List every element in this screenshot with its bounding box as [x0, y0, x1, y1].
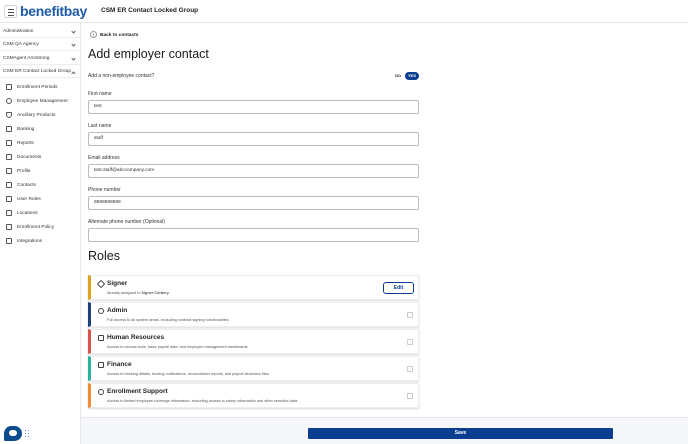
sidebar-item-enrollment-periods[interactable]	[0, 81, 80, 94]
sidebar-group-label: CSMAgent Armstrong	[3, 56, 50, 61]
gear-icon	[98, 308, 104, 314]
email-field[interactable]: test.staff@abccompany.com	[88, 164, 419, 178]
role-name: Human Resources	[107, 334, 165, 341]
sidebar-group-label: Administration	[3, 29, 34, 34]
user-icon	[6, 98, 12, 104]
role-card-human-resources[interactable]	[88, 329, 419, 354]
sidebar-item-label: Documents	[17, 155, 42, 160]
alt-phone-label: Alternate phone number (Optional)	[88, 219, 165, 225]
sidebar-item-integrations[interactable]	[0, 235, 80, 248]
role-description: Access to banking details, funding notifications, reconciliation reports, and payroll deduction files.	[107, 372, 270, 376]
role-description	[107, 291, 169, 295]
chevron-down-icon	[71, 29, 75, 33]
document-icon	[6, 154, 12, 160]
phone-field[interactable]: 9999999999	[88, 196, 419, 210]
chevron-up-icon	[71, 71, 75, 75]
bank-icon	[6, 126, 12, 132]
page-title: Add employer contact	[88, 47, 209, 61]
first-name-label: First name	[88, 91, 112, 97]
top-header	[0, 0, 688, 23]
assigned-signer-name: Signer Corbery	[141, 291, 169, 295]
role-name: Finance	[107, 361, 132, 368]
role-description: Access to limited employee coverage information, excluding access to salary information and other sensitive data.	[107, 399, 299, 403]
role-name: Signer	[107, 280, 128, 287]
role-checkbox[interactable]	[407, 366, 413, 372]
sidebar-item-label: Enrollment Periods	[17, 85, 58, 90]
back-to-contacts-link[interactable]	[90, 33, 138, 38]
calendar-icon	[6, 84, 12, 90]
last-name-label: Last name	[88, 123, 112, 129]
sidebar-item-label: Reports	[17, 141, 34, 146]
sidebar-item-label: Profile	[17, 169, 31, 174]
sidebar-item-enrollment-policy[interactable]	[0, 221, 80, 234]
role-checkbox[interactable]	[407, 339, 413, 345]
sidebar-item-reports[interactable]	[0, 137, 80, 150]
email-label: Email address	[88, 155, 120, 161]
sidebar-item-label: Locations	[17, 211, 38, 216]
integrations-icon	[6, 238, 12, 244]
toggle-yes-option[interactable]: YES	[405, 72, 419, 80]
sidebar-group-administration[interactable]	[0, 26, 80, 38]
role-desc-prefix: Already assigned to	[107, 291, 142, 295]
alt-phone-field[interactable]	[88, 228, 419, 242]
grid-dots-icon[interactable]	[25, 430, 31, 440]
page-header-title: CSM ER Contact Locked Group	[101, 7, 199, 14]
role-description: Access to various tools, basic payroll data, and employee management dashboards.	[107, 345, 249, 349]
role-checkbox[interactable]	[407, 312, 413, 318]
menu-icon[interactable]	[4, 5, 17, 18]
sidebar-item-label: Contacts	[17, 183, 36, 188]
back-link-label: Back to contacts	[100, 33, 139, 38]
chevron-down-icon	[71, 42, 75, 46]
sidebar-group-agent[interactable]	[0, 53, 80, 65]
sidebar-item-locations[interactable]	[0, 207, 80, 220]
location-icon	[6, 210, 12, 216]
building-icon	[6, 168, 12, 174]
sidebar-item-label: Banking	[17, 127, 35, 132]
chart-icon	[6, 140, 12, 146]
role-card-signer	[88, 275, 419, 300]
sidebar-item-profile[interactable]	[0, 165, 80, 178]
role-name: Admin	[107, 307, 128, 314]
role-card-enrollment-support[interactable]	[88, 383, 419, 408]
sidebar-item-label: Employee Management	[17, 99, 68, 104]
sidebar-item-label: Ancillary Products	[17, 113, 56, 118]
sidebar-group-employer[interactable]	[0, 66, 80, 78]
role-card-finance[interactable]	[88, 356, 419, 381]
sidebar-item-contacts[interactable]	[0, 179, 80, 192]
sidebar	[0, 23, 81, 444]
role-name: Enrollment Support	[107, 388, 168, 395]
sidebar-item-label: User Roles	[17, 197, 41, 202]
sidebar-item-label: Enrollment Policy	[17, 225, 55, 230]
contacts-icon	[6, 182, 12, 188]
first-name-field[interactable]: test	[88, 100, 419, 114]
ledger-icon	[98, 362, 104, 368]
policy-icon	[6, 224, 12, 230]
pen-icon	[97, 280, 105, 288]
edit-signer-button[interactable]: Edit	[383, 282, 414, 294]
sidebar-item-ancillary-products[interactable]	[0, 109, 80, 122]
logo[interactable]: benefitbay	[20, 3, 88, 19]
roles-title: Roles	[88, 249, 120, 263]
sidebar-item-label: Integrations	[17, 239, 43, 244]
last-name-field[interactable]: staff	[88, 132, 419, 146]
clipboard-icon	[98, 335, 104, 341]
save-button[interactable]: Save	[308, 428, 613, 439]
phone-label: Phone number	[88, 187, 121, 193]
sidebar-item-employee-management[interactable]	[0, 95, 80, 108]
chevron-left-icon: ‹	[90, 31, 97, 38]
toggle-no-option[interactable]: NO	[395, 73, 401, 78]
support-icon	[98, 389, 104, 395]
sidebar-group-agency[interactable]	[0, 39, 80, 51]
user-roles-icon	[6, 196, 12, 202]
shield-icon	[6, 112, 12, 118]
sidebar-item-user-roles[interactable]	[0, 193, 80, 206]
role-checkbox[interactable]	[407, 393, 413, 399]
non-employee-question: Add a non-employee contact?	[88, 73, 155, 79]
sidebar-item-documents[interactable]	[0, 151, 80, 164]
non-employee-toggle[interactable]	[395, 72, 419, 80]
role-card-admin[interactable]	[88, 302, 419, 327]
chevron-down-icon	[71, 56, 75, 60]
role-description: Full access to all system areas, excluding contract signing functionalities.	[107, 318, 230, 322]
sidebar-item-banking[interactable]	[0, 123, 80, 136]
sidebar-group-label: CSM ER Contact Locked Group	[3, 69, 71, 74]
chat-icon[interactable]	[4, 426, 22, 441]
sidebar-group-label: CSM QA Agency	[3, 42, 39, 47]
